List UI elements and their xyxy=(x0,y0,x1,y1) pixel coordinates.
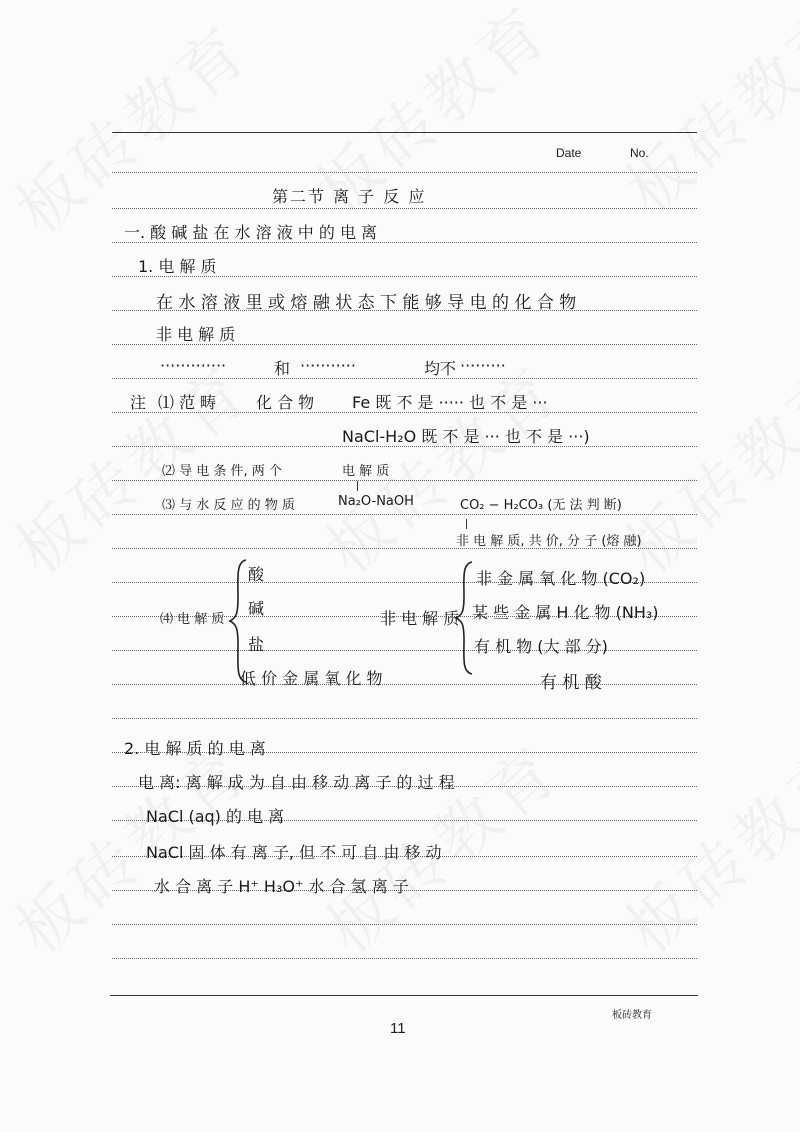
ruled-line xyxy=(112,514,697,515)
nacl-aq-ionization: NaCl (aq) 的 电 离 xyxy=(146,807,285,826)
ruled-line xyxy=(112,378,697,379)
hydrated-ion-note: 水 合 离 子 H⁺ H₃O⁺ 水 合 氢 离 子 xyxy=(154,877,409,896)
ruled-line xyxy=(112,924,697,925)
electrolyte-base: 碱 xyxy=(248,599,265,618)
heading-electrolyte: 1. 电 解 质 xyxy=(138,257,217,276)
nacl-solid-note: NaCl 固 体 有 离 子, 但 不 可 自 由 移 动 xyxy=(146,843,442,862)
heading-section-1: 一. 酸 碱 盐 在 水 溶 液 中 的 电 离 xyxy=(124,223,378,242)
note-4-electrolyte: ⑷ 电 解 质 xyxy=(160,612,225,627)
organic-compound: 有 机 物 (大 部 分) xyxy=(474,637,608,656)
note-2-electrolyte: 电 解 质 xyxy=(342,464,390,479)
organic-acid: 有 机 酸 xyxy=(540,673,602,693)
dots-text: ············· xyxy=(160,356,227,375)
ionization-definition: 电 离: 离 解 成 为 自 由 移 动 离 子 的 过 程 xyxy=(138,773,455,792)
note-1-nacl: NaCl-H₂O 既 不 是 ··· 也 不 是 ···) xyxy=(342,427,590,446)
watermark xyxy=(0,1,267,251)
annotation-mark xyxy=(466,519,467,529)
note-3-water-reaction: ⑶ 与 水 反 应 的 物 质 xyxy=(162,498,295,513)
note-2-conditions: ⑵ 导 电 条 件, 两 个 xyxy=(162,464,282,479)
both-not-text: 均不 xyxy=(424,359,457,378)
note-3-na2o: Na₂O-NaOH xyxy=(338,494,414,509)
heading-section-2: 2. 电 解 质 的 电 离 xyxy=(124,739,266,758)
note-label: 注 xyxy=(130,393,147,412)
and-text: 和 xyxy=(274,359,291,378)
dots-text: ··········· xyxy=(300,356,356,375)
definition-text: 在 水 溶 液 里 或 熔 融 状 态 下 能 够 导 电 的 化 合 物 xyxy=(156,293,577,313)
ruled-line xyxy=(112,684,697,685)
note-1-scope: ⑴ 范 畴 xyxy=(158,393,217,412)
note-1-fe: Fe 既 不 是 ····· 也 不 是 ··· xyxy=(352,393,548,412)
non-electrolyte-label: 非 电 解 质 xyxy=(156,325,236,344)
electrolyte-acid: 酸 xyxy=(248,565,265,584)
ruled-line xyxy=(112,172,697,173)
ruled-line xyxy=(112,958,697,959)
page-number: 11 xyxy=(390,1020,406,1037)
ruled-line xyxy=(112,650,697,651)
electrolyte-metal-oxide: 低 价 金 属 氧 化 物 xyxy=(240,669,383,688)
ruled-line xyxy=(112,718,697,719)
note-3-co2: CO₂ − H₂CO₃ (无 法 判 断) xyxy=(460,498,622,513)
footer-brand: 板砖教育 xyxy=(612,1010,652,1021)
footer-rule xyxy=(110,995,698,996)
header-rule xyxy=(112,132,697,133)
date-label: Date xyxy=(556,146,582,160)
watermark xyxy=(603,0,800,231)
ruled-line xyxy=(112,480,697,481)
non-electrolyte-heading: 非 电 解 质 xyxy=(380,609,460,628)
ruled-line xyxy=(112,208,697,209)
metal-hydride: 某 些 金 属 H 化 物 (NH₃) xyxy=(472,603,659,622)
electrolyte-salt: 盐 xyxy=(248,635,265,654)
watermark xyxy=(603,721,800,971)
note-1-compound: 化 合 物 xyxy=(256,393,315,412)
annotation-mark xyxy=(357,481,358,491)
non-metal-oxide: 非 金 属 氧 化 物 (CO₂) xyxy=(476,569,646,588)
no-label: No. xyxy=(630,146,649,160)
dots-text: ········· xyxy=(460,356,506,375)
note-3-nonelectrolyte: 非 电 解 质, 共 价, 分 子 (熔 融) xyxy=(456,534,642,549)
section-title: 第二节 离 子 反 应 xyxy=(272,187,427,206)
